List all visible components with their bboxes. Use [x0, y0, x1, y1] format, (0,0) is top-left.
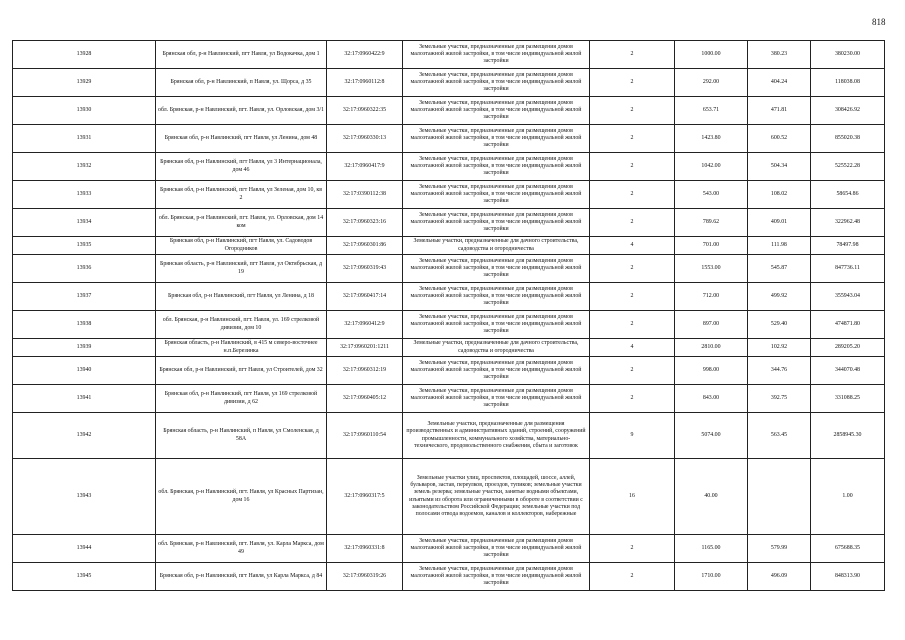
area-cell: 1165.00	[675, 535, 748, 563]
land-purpose-cell: Земельные участки, предназначенные для размещения домов малоэтажной жилой застройки, в том числе индивидуальной жилой застройки	[403, 125, 590, 153]
group-code-cell: 2	[590, 153, 675, 181]
address-cell: обл. Брянская, р-н Навлинский, пгт. Навля, ул Красных Партизан, дом 16	[156, 459, 327, 535]
row-number: 13929	[13, 69, 156, 97]
area-cell: 40.00	[675, 459, 748, 535]
table-row	[13, 69, 885, 97]
land-registry-table	[12, 40, 885, 591]
address-cell: обл. Брянская, р-н Навлинский, пгт. Навля, ул. 169 стрелковой дивизии, дом 10	[156, 311, 327, 339]
area-cell: 998.00	[675, 357, 748, 385]
row-number: 13928	[13, 41, 156, 69]
group-code-cell: 2	[590, 69, 675, 97]
row-number: 13934	[13, 209, 156, 237]
group-code-cell: 2	[590, 181, 675, 209]
address-cell: Брянская область, р-н Навлинский, п Навля, ул Смоленская, д 58А	[156, 413, 327, 459]
address-cell: обл. Брянская, р-н Навлинский, пгт. Навля, ул. Орловская, дом 14 ком	[156, 209, 327, 237]
row-number: 13939	[13, 339, 156, 357]
land-purpose-cell: Земельные участки улиц, проспектов, площадей, шоссе, аллей, бульваров, застав, переулков, проездов, тупиков; земельные участки земель резерва; земельные участки, занятые водными объектами, изъятыми из оборота или ограниченными в обороте в соответствии с законодательством Российской Федерации; земельные участки под полосами отвода водоемов, каналов и коллекторов, набережные	[403, 459, 590, 535]
row-number: 13938	[13, 311, 156, 339]
land-purpose-cell: Земельные участки, предназначенные для размещения домов малоэтажной жилой застройки, в том числе индивидуальной жилой застройки	[403, 311, 590, 339]
row-number: 13941	[13, 385, 156, 413]
cadastral-number-cell: 32:17:0960330:13	[327, 125, 403, 153]
address-cell: Брянская обл, р-н Навлинский, пгт Навля, ул 169 стрелковой дивизии, д 62	[156, 385, 327, 413]
table-row	[13, 41, 885, 69]
address-cell: Брянская область, р-н Навлинский, в 415 м северо-восточнее н.п.Березинка	[156, 339, 327, 357]
table-row	[13, 283, 885, 311]
cadastral-number-cell: 32:17:0960312:19	[327, 357, 403, 385]
row-number: 13931	[13, 125, 156, 153]
table-row	[13, 357, 885, 385]
unit-price-cell: 529.40	[748, 311, 811, 339]
row-number: 13936	[13, 255, 156, 283]
cadastral-value-cell: 118038.08	[811, 69, 885, 97]
table-row	[13, 311, 885, 339]
unit-price-cell: 471.81	[748, 97, 811, 125]
cadastral-number-cell: 32:17:0960317:5	[327, 459, 403, 535]
cadastral-value-cell: 355943.04	[811, 283, 885, 311]
land-purpose-cell: Земельные участки, предназначенные для размещения домов малоэтажной жилой застройки, в том числе индивидуальной жилой застройки	[403, 283, 590, 311]
row-number: 13930	[13, 97, 156, 125]
cadastral-value-cell: 322962.48	[811, 209, 885, 237]
group-code-cell: 2	[590, 255, 675, 283]
cadastral-value-cell: 525522.28	[811, 153, 885, 181]
group-code-cell: 2	[590, 41, 675, 69]
area-cell: 1042.00	[675, 153, 748, 181]
address-cell: Брянская обл, р-н Навлинский, п Навля, ул. Щорса, д 35	[156, 69, 327, 97]
cadastral-value-cell: 2858945.30	[811, 413, 885, 459]
land-purpose-cell: Земельные участки, предназначенные для размещения домов малоэтажной жилой застройки, в том числе индивидуальной жилой застройки	[403, 385, 590, 413]
row-number: 13945	[13, 563, 156, 591]
cadastral-number-cell: 32:17:0960322:35	[327, 97, 403, 125]
land-purpose-cell: Земельные участки, предназначенные для размещения домов малоэтажной жилой застройки, в том числе индивидуальной жилой застройки	[403, 563, 590, 591]
row-number: 13932	[13, 153, 156, 181]
unit-price-cell: 111.98	[748, 237, 811, 255]
table-row	[13, 413, 885, 459]
table-row	[13, 209, 885, 237]
address-cell: обл. Брянская, р-н Навлинский, пгт. Навля, ул. Орловская, дом 3/1	[156, 97, 327, 125]
table-row	[13, 181, 885, 209]
land-purpose-cell: Земельные участки, предназначенные для размещения домов малоэтажной жилой застройки, в том числе индивидуальной жилой застройки	[403, 535, 590, 563]
address-cell: Брянская обл, р-н Навлинский, пгт Навля, ул Ленина, д 18	[156, 283, 327, 311]
unit-price-cell: 102.92	[748, 339, 811, 357]
address-cell: Брянская обл, р-н Навлинский, пгт Навля, ул Карла Маркса, д 84	[156, 563, 327, 591]
area-cell: 2810.00	[675, 339, 748, 357]
address-cell: Брянская обл, р-н Навлинский, пгт Навля, ул. Садоводов Огородников	[156, 237, 327, 255]
group-code-cell: 16	[590, 459, 675, 535]
land-purpose-cell: Земельные участки, предназначенные для размещения домов малоэтажной жилой застройки, в том числе индивидуальной жилой застройки	[403, 69, 590, 97]
cadastral-number-cell: 32:17:0960422:9	[327, 41, 403, 69]
row-number: 13935	[13, 237, 156, 255]
area-cell: 1710.00	[675, 563, 748, 591]
cadastral-number-cell: 32:17:0960110:54	[327, 413, 403, 459]
row-number: 13940	[13, 357, 156, 385]
cadastral-value-cell: 58654.86	[811, 181, 885, 209]
cadastral-number-cell: 32:17:0390112:38	[327, 181, 403, 209]
area-cell: 5074.00	[675, 413, 748, 459]
cadastral-value-cell: 380230.00	[811, 41, 885, 69]
row-number: 13943	[13, 459, 156, 535]
area-cell: 653.71	[675, 97, 748, 125]
land-purpose-cell: Земельные участки, предназначенные для размещения домов малоэтажной жилой застройки, в том числе индивидуальной жилой застройки	[403, 41, 590, 69]
cadastral-value-cell: 78497.98	[811, 237, 885, 255]
unit-price-cell: 344.76	[748, 357, 811, 385]
cadastral-number-cell: 32:17:0960319:43	[327, 255, 403, 283]
group-code-cell: 2	[590, 311, 675, 339]
unit-price-cell: 545.87	[748, 255, 811, 283]
table-row	[13, 535, 885, 563]
cadastral-value-cell: 308426.92	[811, 97, 885, 125]
cadastral-value-cell: 855020.38	[811, 125, 885, 153]
land-purpose-cell: Земельные участки, предназначенные для размещения домов малоэтажной жилой застройки, в том числе индивидуальной жилой застройки	[403, 97, 590, 125]
unit-price-cell: 108.02	[748, 181, 811, 209]
row-number: 13942	[13, 413, 156, 459]
group-code-cell: 2	[590, 357, 675, 385]
table-row	[13, 255, 885, 283]
table-row	[13, 385, 885, 413]
group-code-cell: 2	[590, 97, 675, 125]
land-purpose-cell: Земельные участки, предназначенные для размещения домов малоэтажной жилой застройки, в том числе индивидуальной жилой застройки	[403, 255, 590, 283]
land-purpose-cell: Земельные участки, предназначенные для размещения производственных и административных зданий, строений, сооружений промышленности, коммунального хозяйства, материально-технического, продовольственного снабжения, сбыта и заготовок	[403, 413, 590, 459]
unit-price-cell: 380.23	[748, 41, 811, 69]
table-row	[13, 563, 885, 591]
unit-price-cell: 404.24	[748, 69, 811, 97]
area-cell: 897.00	[675, 311, 748, 339]
address-cell: Брянская обл, р-н Навлинский, пгт Навля, ул Водокачка, дом 1	[156, 41, 327, 69]
group-code-cell: 4	[590, 339, 675, 357]
area-cell: 292.00	[675, 69, 748, 97]
table-row	[13, 339, 885, 357]
cadastral-value-cell: 847736.11	[811, 255, 885, 283]
unit-price-cell: 496.09	[748, 563, 811, 591]
unit-price-cell: 392.75	[748, 385, 811, 413]
land-purpose-cell: Земельные участки, предназначенные для размещения домов малоэтажной жилой застройки, в том числе индивидуальной жилой застройки	[403, 181, 590, 209]
group-code-cell: 2	[590, 535, 675, 563]
group-code-cell: 2	[590, 209, 675, 237]
cadastral-number-cell: 32:17:0960301:86	[327, 237, 403, 255]
table-row	[13, 125, 885, 153]
cadastral-value-cell: 675688.35	[811, 535, 885, 563]
cadastral-value-cell: 344070.48	[811, 357, 885, 385]
area-cell: 701.00	[675, 237, 748, 255]
address-cell: Брянская обл, р-н Навлинский, пгт Навля, ул Ленина, дом 48	[156, 125, 327, 153]
cadastral-value-cell: 289205.20	[811, 339, 885, 357]
land-purpose-cell: Земельные участки, предназначенные для размещения домов малоэтажной жилой застройки, в том числе индивидуальной жилой застройки	[403, 209, 590, 237]
group-code-cell: 2	[590, 385, 675, 413]
address-cell: Брянская обл, р-н Навлинский, пгт Навля, ул Зеленая, дом 10, кв 2	[156, 181, 327, 209]
cadastral-number-cell: 32:17:0960323:16	[327, 209, 403, 237]
unit-price-cell	[748, 459, 811, 535]
unit-price-cell: 504.34	[748, 153, 811, 181]
cadastral-number-cell: 32:17:0960112:8	[327, 69, 403, 97]
table-body	[13, 41, 885, 591]
area-cell: 1553.00	[675, 255, 748, 283]
area-cell: 1423.80	[675, 125, 748, 153]
unit-price-cell: 600.52	[748, 125, 811, 153]
land-purpose-cell: Земельные участки, предназначенные для дачного строительства, садоводства и огородничества	[403, 339, 590, 357]
group-code-cell: 4	[590, 237, 675, 255]
row-number: 13933	[13, 181, 156, 209]
table-row	[13, 237, 885, 255]
page-number: 818	[872, 17, 886, 27]
land-purpose-cell: Земельные участки, предназначенные для размещения домов малоэтажной жилой застройки, в том числе индивидуальной жилой застройки	[403, 357, 590, 385]
table-row	[13, 153, 885, 181]
cadastral-number-cell: 32:17:0960319:26	[327, 563, 403, 591]
address-cell: Брянская область, р-н Навлинский, пгт Навля, ул Октябрьская, д 19	[156, 255, 327, 283]
cadastral-number-cell: 32:17:0960412:9	[327, 311, 403, 339]
address-cell: обл. Брянская, р-н Навлинский, пгт. Навля, ул. Карла Маркса, дом 49	[156, 535, 327, 563]
group-code-cell: 2	[590, 283, 675, 311]
unit-price-cell: 579.99	[748, 535, 811, 563]
area-cell: 843.00	[675, 385, 748, 413]
address-cell: Брянская обл, р-н Навлинский, пгт Навля, ул 3 Интернационала, дом 46	[156, 153, 327, 181]
unit-price-cell: 499.92	[748, 283, 811, 311]
cadastral-value-cell: 1.00	[811, 459, 885, 535]
cadastral-number-cell: 32:17:0960331:8	[327, 535, 403, 563]
area-cell: 543.00	[675, 181, 748, 209]
cadastral-value-cell: 474871.80	[811, 311, 885, 339]
row-number: 13944	[13, 535, 156, 563]
group-code-cell: 2	[590, 125, 675, 153]
area-cell: 712.00	[675, 283, 748, 311]
cadastral-number-cell: 32:17:0960405:12	[327, 385, 403, 413]
table-row	[13, 459, 885, 535]
land-purpose-cell: Земельные участки, предназначенные для дачного строительства, садоводства и огородничества	[403, 237, 590, 255]
land-purpose-cell: Земельные участки, предназначенные для размещения домов малоэтажной жилой застройки, в том числе индивидуальной жилой застройки	[403, 153, 590, 181]
cadastral-number-cell: 32:17:0960417:9	[327, 153, 403, 181]
group-code-cell: 2	[590, 563, 675, 591]
cadastral-number-cell: 32:17:0960201:1211	[327, 339, 403, 357]
group-code-cell: 9	[590, 413, 675, 459]
cadastral-value-cell: 331088.25	[811, 385, 885, 413]
unit-price-cell: 563.45	[748, 413, 811, 459]
area-cell: 789.62	[675, 209, 748, 237]
area-cell: 1000.00	[675, 41, 748, 69]
cadastral-number-cell: 32:17:0960417:14	[327, 283, 403, 311]
unit-price-cell: 409.01	[748, 209, 811, 237]
cadastral-value-cell: 848313.90	[811, 563, 885, 591]
row-number: 13937	[13, 283, 156, 311]
address-cell: Брянская обл, р-н Навлинский, пгт Навля, ул Строителей, дом 32	[156, 357, 327, 385]
table-row	[13, 97, 885, 125]
